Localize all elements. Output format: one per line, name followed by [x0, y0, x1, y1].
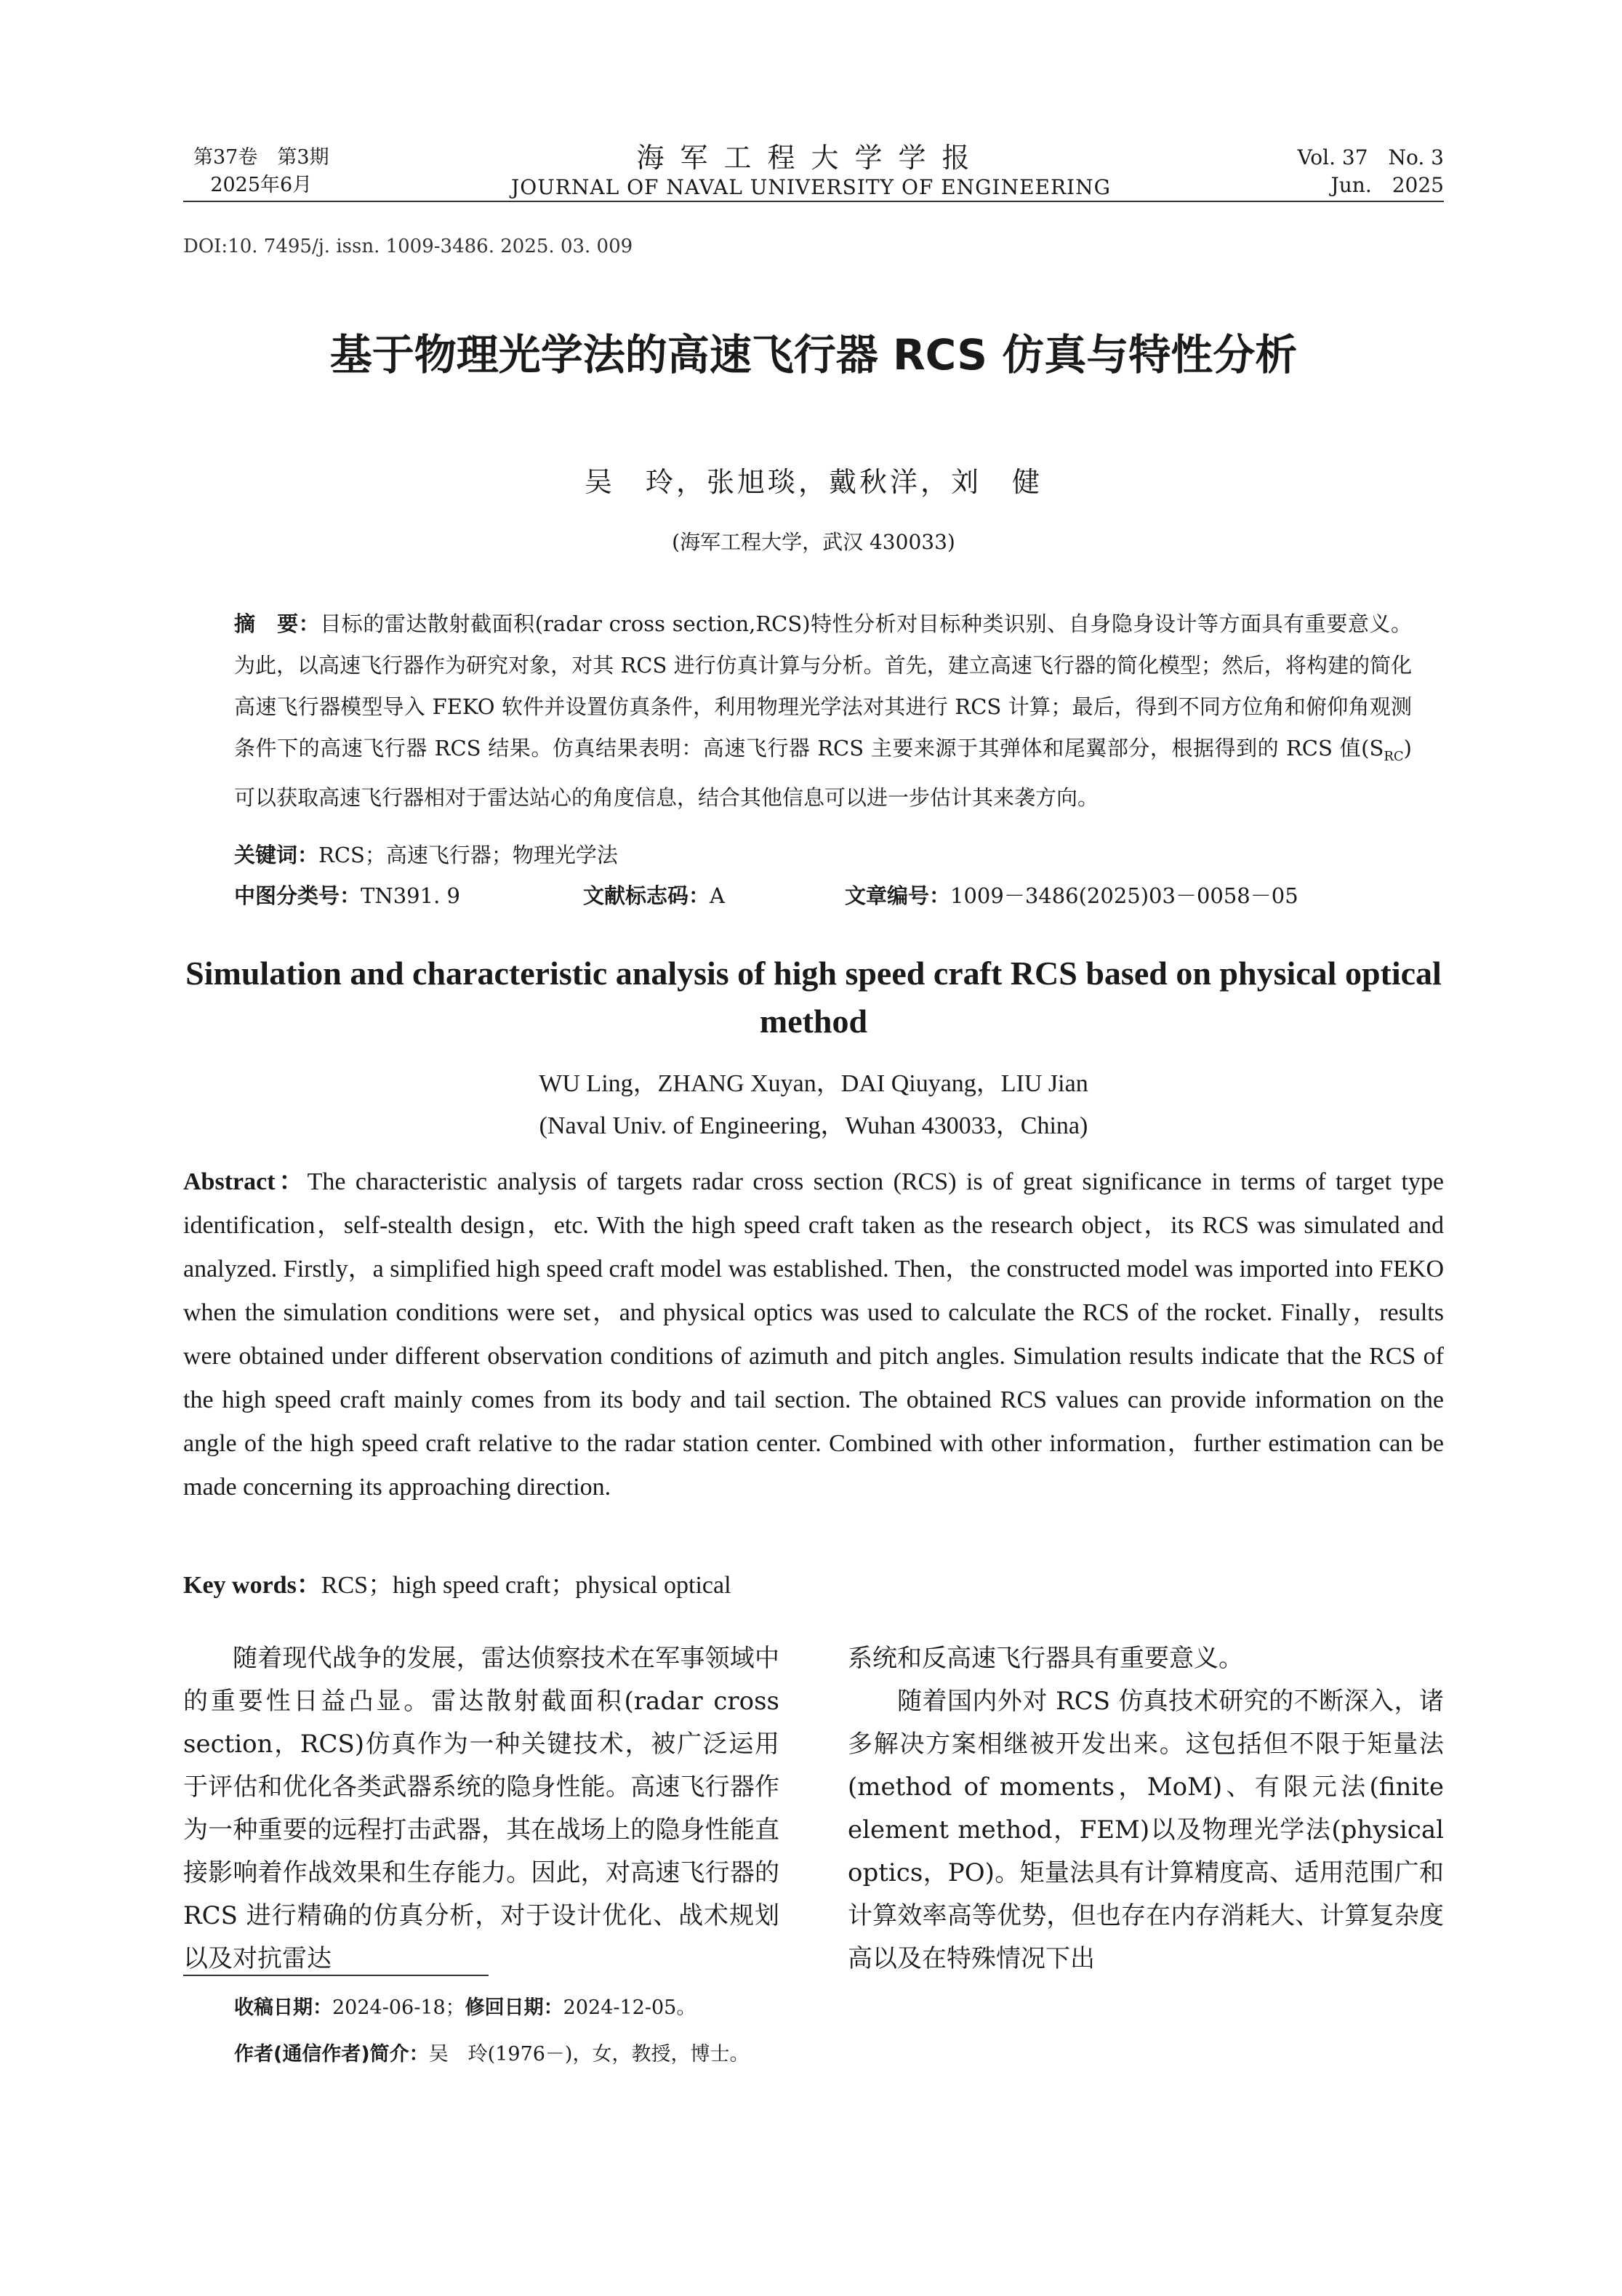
body-paragraph: 随着国内外对 RCS 仿真技术研究的不断深入，诸多解决方案相继被开发出来。这包括但不限于矩量法(method of moments，MoM)、有限元法(finite element method，FEM)以及物理光学法(physical optics，PO)。矩量法具有计算精度高、适用范围广和计算效率高等优势，但也存在内存消耗大、计算复杂度高以及在特殊情况下出	[848, 1687, 1444, 1973]
footnote-rule	[183, 1975, 489, 1976]
keywords-cn	[234, 839, 618, 869]
doc-label: 文献标志码：	[583, 883, 710, 908]
volume-issue-cn: 第37卷 第3期	[193, 146, 329, 169]
abstract-cn-text-after: )可以获取高速飞行器相对于雷达站心的角度信息，结合其他信息可以进一步估计其来袭方向。	[234, 736, 1412, 810]
article-label: 文章编号：	[845, 883, 951, 908]
document-code	[583, 880, 845, 910]
abstract-cn-label: 摘 要：	[234, 611, 321, 636]
received-label: 收稿日期：	[234, 1996, 332, 2019]
classification-line	[234, 880, 1412, 910]
journal-name-cn: 海军工程大学学报	[636, 142, 986, 174]
affiliation-en: (Naval Univ. of Engineering，Wuhan 430033，China)	[539, 1112, 1088, 1139]
received-value: 2024-06-18；	[332, 1996, 465, 2019]
date-en: Jun. 2025	[1330, 173, 1444, 197]
abstract-en	[183, 1160, 1444, 1509]
affiliation-cn: (海军工程大学，武汉 430033)	[672, 530, 955, 554]
keywords-cn-text: RCS；高速飞行器；物理光学法	[318, 843, 618, 867]
body-paragraph: 系统和反高速飞行器具有重要意义。	[848, 1644, 1243, 1673]
header-left	[193, 144, 329, 199]
keywords-en-label: Key words：	[183, 1572, 321, 1599]
keywords-en	[183, 1565, 731, 1600]
journal-name-en: JOURNAL OF NAVAL UNIVERSITY OF ENGINEERING	[511, 175, 1111, 199]
revised-value: 2024-12-05。	[563, 1996, 696, 2019]
body-column-left	[183, 1637, 779, 1980]
doc-value: A	[710, 883, 725, 908]
title-en: Simulation and characteristic analysis of high speed craft RCS based on physical optical method	[185, 955, 1442, 1040]
abstract-en-text: The characteristic analysis of targets radar cross section (RCS) is of great significance in terms of target type identification，self-stealth design，etc. With the high speed craft taken as the research object，its RCS was simulated and analyzed. Firstly，a simplified high speed craft model was established. Then，the constructed model was imported into FEKO when the simulation conditions were set，and physical optics was used to calculate the RCS of the rocket. Finally，results were obtained under different observation conditions of azimuth and pitch angles. Simulation results indicate that the RCS of the high speed craft mainly comes from its body and tail section. The obtained RCS values can provide information on the angle of the high speed craft relative to the radar station center. Combined with other information，further estimation can be made concerning its approaching direction.	[183, 1168, 1445, 1501]
footnote-dates	[234, 1994, 1034, 2023]
author-bio-value: 吴 玲(1976－)，女，教授，博士。	[428, 2043, 750, 2066]
title-cn: 基于物理光学法的高速飞行器 RCS 仿真与特性分析	[329, 330, 1298, 380]
header-right	[1248, 144, 1444, 199]
abstract-cn-subscript: RC	[1384, 748, 1404, 764]
doi: DOI:10. 7495/j. issn. 1009-3486. 2025. 03. 009	[183, 236, 633, 257]
abstract-en-label: Abstract：	[183, 1168, 308, 1195]
body-column-right	[848, 1637, 1444, 1980]
revised-label: 修回日期：	[465, 1996, 563, 2019]
author-bio-label: 作者(通信作者)简介：	[234, 2043, 429, 2066]
volume-issue-en: Vol. 37 No. 3	[1297, 145, 1444, 169]
abstract-cn-text: 目标的雷达散射截面积(radar cross section,RCS)特性分析对目标种类识别、自身隐身设计等方面具有重要意义。为此，以高速飞行器作为研究对象，对其 RCS 进行仿真计算与分析。首先，建立高速飞行器的简化模型；然后，将构建的简化高速飞行器模型导入 FEKO 软件并设置仿真条件，利用物理光学法对其进行 RCS 计算；最后，得到不同方位角和俯仰角观测条件下的高速飞行器 RCS 结果。仿真结果表明：高速飞行器 RCS 主要来源于其弹体和尾翼部分，根据得到的 RCS 值(S	[234, 611, 1412, 760]
journal-name	[407, 141, 1215, 201]
date-cn: 2025年6月	[210, 174, 313, 196]
keywords-en-text: RCS；high speed craft；physical optical	[321, 1572, 731, 1599]
clc-label: 中图分类号：	[234, 883, 361, 908]
keywords-cn-label: 关键词：	[234, 843, 319, 867]
clc-value: TN391. 9	[361, 883, 460, 908]
body-paragraph: 随着现代战争的发展，雷达侦察技术在军事领域中的重要性日益凸显。雷达散射截面积(radar cross section，RCS)仿真作为一种关键技术，被广泛运用于评估和优化各类武器系统的隐身性能。高速飞行器作为一种重要的远程打击武器，其在战场上的隐身性能直接影响着作战效果和生存能力。因此，对高速飞行器的 RCS 进行精确的仿真分析，对于设计优化、战术规划以及对抗雷达	[183, 1644, 779, 1973]
abstract-cn	[234, 603, 1412, 819]
header-rule	[183, 201, 1444, 202]
authors-cn: 吴 玲，张旭琰，戴秋洋，刘 健	[584, 466, 1043, 498]
article-value: 1009－3486(2025)03－0058－05	[950, 883, 1298, 908]
authors-en: WU Ling，ZHANG Xuyan，DAI Qiuyang，LIU Jian	[539, 1070, 1088, 1097]
footnote-author	[234, 2040, 1034, 2069]
article-number	[845, 880, 1298, 910]
clc-number	[234, 880, 583, 910]
